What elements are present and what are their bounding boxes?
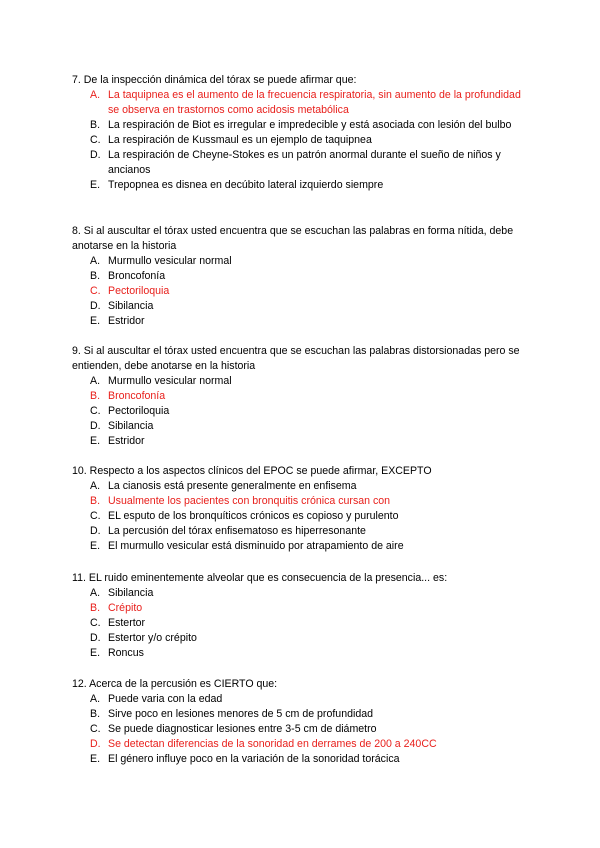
- question-text: 9. Si al auscultar el tórax usted encuentra que se escuchan las palabras distorsionadas pero se entienden, debe anotarse en la historia: [72, 345, 520, 372]
- question-7: [72, 73, 532, 193]
- option-letter: A.: [90, 89, 101, 101]
- option-text: La respiración de Biot es irregular e impredecible y está asociada con lesión del bulbo: [108, 119, 512, 131]
- question-text: 12. Acerca de la percusión es CIERTO que:: [72, 678, 278, 690]
- option-d: [72, 737, 532, 752]
- option-letter: D.: [90, 300, 101, 312]
- option-c: [72, 509, 532, 524]
- option-letter: C.: [90, 285, 101, 297]
- option-list: [72, 88, 532, 193]
- option-e: [72, 434, 532, 449]
- option-text: Puede varia con la edad: [108, 693, 223, 705]
- option-text: Pectoriloquia: [108, 285, 170, 297]
- option-a: [72, 479, 532, 494]
- option-letter: C.: [90, 510, 101, 522]
- question-text: 8. Si al auscultar el tórax usted encuentra que se escuchan las palabras en forma nítida, debe anotarse en la historia: [72, 225, 514, 252]
- option-list: [72, 479, 532, 554]
- option-text: Sibilancia: [108, 300, 154, 312]
- option-letter: B.: [90, 708, 101, 720]
- option-e: [72, 646, 532, 661]
- option-letter: C.: [90, 617, 101, 629]
- question-11: [72, 571, 532, 661]
- option-text: Pectoriloquia: [108, 405, 170, 417]
- option-a: [72, 692, 532, 707]
- option-letter: E.: [90, 647, 101, 659]
- option-text: Estridor: [108, 315, 145, 327]
- option-d: [72, 299, 532, 314]
- option-c: [72, 616, 532, 631]
- option-letter: E.: [90, 435, 101, 447]
- option-letter: E.: [90, 753, 101, 765]
- option-d: [72, 524, 532, 539]
- option-text: Trepopnea es disnea en decúbito lateral izquierdo siempre: [108, 179, 384, 191]
- option-letter: A.: [90, 255, 101, 267]
- option-text: La cianosis está presente generalmente en enfisema: [108, 480, 357, 492]
- option-b: [72, 707, 532, 722]
- option-letter: A.: [90, 480, 101, 492]
- option-letter: B.: [90, 119, 101, 131]
- option-text: Murmullo vesicular normal: [108, 375, 232, 387]
- option-letter: B.: [90, 602, 101, 614]
- option-text: La taquipnea es el aumento de la frecuencia respiratoria, sin aumento de la profundidad se observa en trastornos como acidosis metabólica: [108, 89, 521, 116]
- option-c: [72, 722, 532, 737]
- option-letter: B.: [90, 495, 101, 507]
- option-letter: D.: [90, 632, 101, 644]
- option-letter: B.: [90, 390, 101, 402]
- option-text: La respiración de Cheyne-Stokes es un patrón anormal durante el sueño de niños y ancianos: [108, 149, 501, 176]
- question-text: 7. De la inspección dinámica del tórax se puede afirmar que:: [72, 74, 357, 86]
- option-text: La percusión del tórax enfisematoso es hiperresonante: [108, 525, 366, 537]
- option-b: [72, 601, 532, 616]
- option-text: La respiración de Kussmaul es un ejemplo de taquipnea: [108, 134, 372, 146]
- option-letter: D.: [90, 420, 101, 432]
- option-a: [72, 586, 532, 601]
- option-text: Estridor: [108, 435, 145, 447]
- question-9: [72, 344, 532, 449]
- option-text: Se detectan diferencias de la sonoridad en derrames de 200 a 240CC: [108, 738, 437, 750]
- option-letter: D.: [90, 525, 101, 537]
- option-letter: D.: [90, 149, 101, 161]
- option-text: Crépito: [108, 602, 143, 614]
- option-b: [72, 494, 532, 509]
- option-text: Murmullo vesicular normal: [108, 255, 232, 267]
- option-a: [72, 374, 532, 389]
- option-text: Se puede diagnosticar lesiones entre 3-5 cm de diámetro: [108, 723, 377, 735]
- option-text: Estertor: [108, 617, 146, 629]
- option-d: [72, 148, 532, 178]
- option-text: Sibilancia: [108, 420, 154, 432]
- question-8: [72, 224, 532, 329]
- question-text: 10. Respecto a los aspectos clínicos del EPOC se puede afirmar, EXCEPTO: [72, 465, 432, 477]
- option-b: [72, 389, 532, 404]
- option-text: Estertor y/o crépito: [108, 632, 197, 644]
- option-e: [72, 314, 532, 329]
- option-letter: D.: [90, 738, 101, 750]
- option-d: [72, 631, 532, 646]
- option-text: Roncus: [108, 647, 144, 659]
- option-letter: C.: [90, 134, 101, 146]
- option-text: EL esputo de los bronquíticos crónicos es copioso y purulento: [108, 510, 399, 522]
- option-a: [72, 254, 532, 269]
- option-list: [72, 254, 532, 329]
- question-12: [72, 677, 532, 767]
- option-d: [72, 419, 532, 434]
- option-letter: A.: [90, 693, 101, 705]
- option-text: Usualmente los pacientes con bronquitis crónica cursan con: [108, 495, 391, 507]
- option-list: [72, 692, 532, 767]
- option-c: [72, 133, 532, 148]
- option-text: El murmullo vesicular está disminuido por atrapamiento de aire: [108, 540, 404, 552]
- option-list: [72, 374, 532, 449]
- option-letter: A.: [90, 587, 101, 599]
- option-e: [72, 752, 532, 767]
- option-b: [72, 118, 532, 133]
- option-letter: E.: [90, 315, 101, 327]
- option-text: Broncofonía: [108, 390, 166, 402]
- option-letter: B.: [90, 270, 101, 282]
- question-10: [72, 464, 532, 554]
- option-e: [72, 178, 532, 193]
- option-letter: E.: [90, 179, 101, 191]
- option-a: [72, 88, 532, 118]
- option-e: [72, 539, 532, 554]
- option-c: [72, 284, 532, 299]
- option-b: [72, 269, 532, 284]
- question-text: 11. EL ruido eminentemente alveolar que es consecuencia de la presencia... es:: [72, 572, 448, 584]
- option-text: Sibilancia: [108, 587, 154, 599]
- option-letter: C.: [90, 723, 101, 735]
- option-letter: A.: [90, 375, 101, 387]
- option-text: Sirve poco en lesiones menores de 5 cm de profundidad: [108, 708, 374, 720]
- option-letter: C.: [90, 405, 101, 417]
- option-letter: E.: [90, 540, 101, 552]
- option-c: [72, 404, 532, 419]
- option-text: Broncofonía: [108, 270, 166, 282]
- option-text: El género influye poco en la variación de la sonoridad torácica: [108, 753, 400, 765]
- option-list: [72, 586, 532, 661]
